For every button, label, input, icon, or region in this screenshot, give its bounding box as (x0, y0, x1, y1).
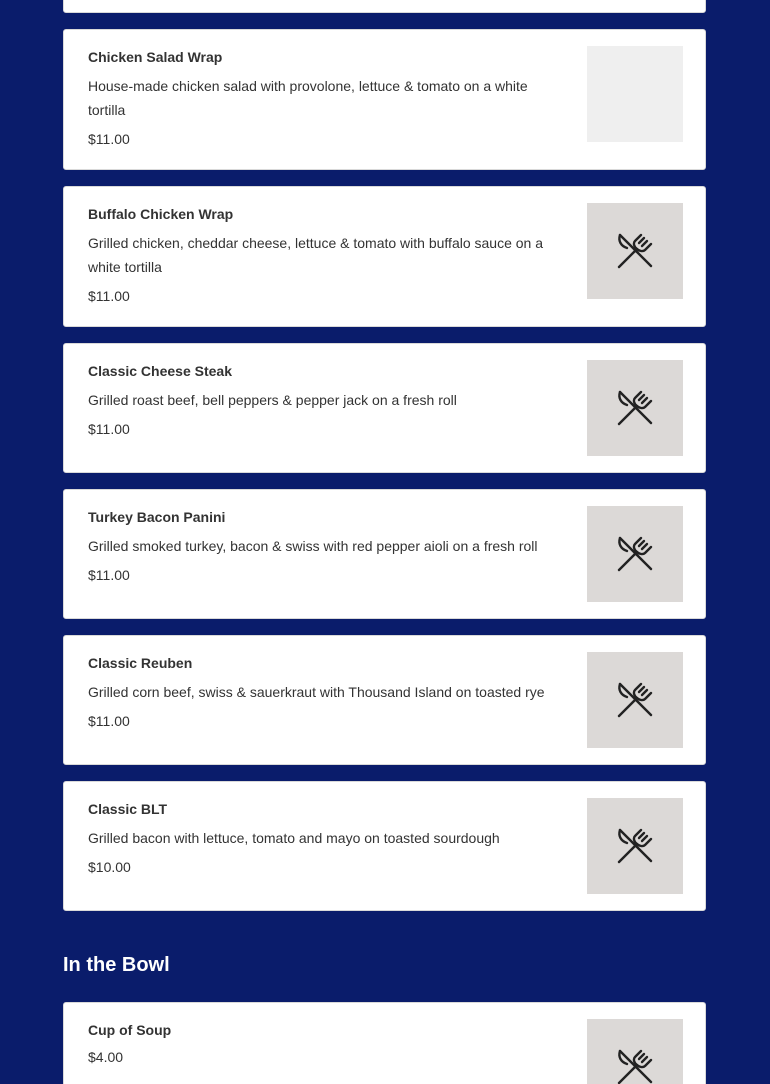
menu-item-description: Grilled chicken, cheddar cheese, lettuce & tomato with buffalo sauce on a white tortilla (88, 235, 544, 275)
menu-item-description: Grilled bacon with lettuce, tomato and mayo on toasted sourdough (88, 830, 500, 846)
fork-knife-icon (614, 533, 656, 575)
menu-item-card[interactable] (63, 343, 706, 473)
section-title-in-the-bowl: In the Bowl (63, 954, 170, 976)
fork-knife-icon (614, 387, 656, 429)
menu-item-image (587, 203, 683, 299)
menu-item-card[interactable] (63, 29, 706, 170)
menu-item-description: Grilled roast beef, bell peppers & pepper jack on a fresh roll (88, 392, 457, 408)
menu-item-card[interactable] (63, 781, 706, 911)
menu-item-description: Grilled smoked turkey, bacon & swiss with red pepper aioli on a fresh roll (88, 538, 538, 554)
menu-item-name: Classic Cheese Steak (88, 363, 232, 379)
menu-item-name: Buffalo Chicken Wrap (88, 206, 234, 222)
menu-item-price: $11.00 (88, 567, 130, 583)
menu-item-price: $11.00 (88, 713, 130, 729)
menu-item-price: $11.00 (88, 288, 130, 304)
menu-item-image (587, 360, 683, 456)
menu-item-image (587, 1019, 683, 1084)
fork-knife-icon (614, 679, 656, 721)
fork-knife-icon (614, 825, 656, 867)
menu-item-name: Chicken Salad Wrap (88, 49, 223, 65)
menu-item-name: Classic BLT (88, 801, 168, 817)
fork-knife-icon (614, 1046, 656, 1084)
menu-item-image (587, 798, 683, 894)
menu-item-image-placeholder (587, 46, 683, 142)
menu-item-description: Grilled corn beef, swiss & sauerkraut with Thousand Island on toasted rye (88, 684, 545, 700)
menu-item-name: Turkey Bacon Panini (88, 509, 226, 525)
fork-knife-icon (614, 230, 656, 272)
menu-item-price: $11.00 (88, 131, 130, 147)
menu-item-name: Cup of Soup (88, 1022, 172, 1038)
menu-item-price: $4.00 (88, 1049, 124, 1065)
menu-item-price: $11.00 (88, 421, 130, 437)
menu-item-card[interactable] (63, 489, 706, 619)
menu-item-image (587, 506, 683, 602)
menu-item-card[interactable] (63, 635, 706, 765)
menu-item-price: $10.00 (88, 859, 131, 875)
menu-item-card[interactable] (63, 1002, 706, 1084)
menu-item-card[interactable] (63, 186, 706, 327)
menu-item-card-cut-off[interactable] (63, 0, 706, 13)
menu-item-description: House-made chicken salad with provolone, lettuce & tomato on a white tortilla (88, 78, 528, 118)
menu-item-name: Classic Reuben (88, 655, 193, 671)
menu-item-image (587, 652, 683, 748)
